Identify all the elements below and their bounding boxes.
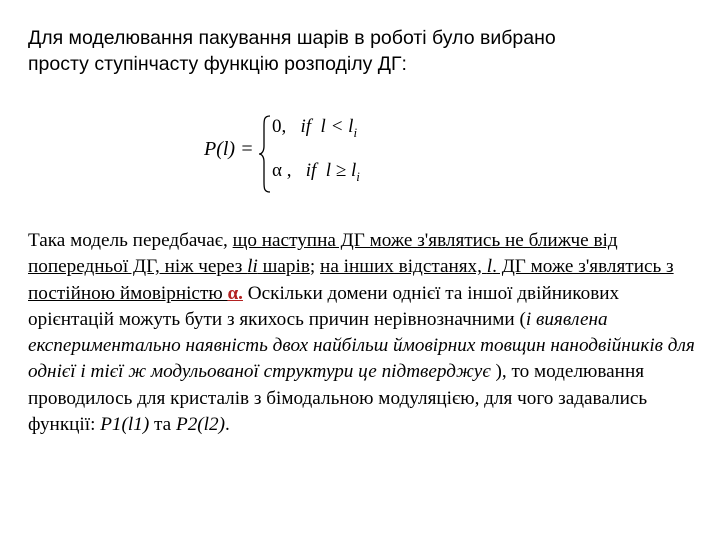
case-2-condition: if l ≥ l	[305, 160, 357, 181]
body-run-2: що наступна ДГ може з'являтись не ближче від попередньої ДГ, ніж через	[28, 230, 618, 278]
body-run-9: Оскільки домени однієї та іншої двійникових орієнтацій можуть бути з якихось причин нерівнозначними (	[28, 282, 620, 330]
intro-line-1: Для моделювання пакування шарів в роботі було вибрано	[28, 27, 556, 49]
intro-line-2: просту ступінчасту функцію розподілу ДГ:	[28, 53, 407, 75]
case-1-subscript: i	[353, 124, 358, 140]
body-run-10: і виявлена експериментально наявність двох найбільш ймовірних товщин нанодвійників для однієї і тієї ж модульованої структури це підтверджує	[28, 308, 695, 383]
body-run-8: . ДГ може з'являтись з постійною ймовірністю	[28, 256, 674, 304]
case-1-condition: if l < l	[300, 116, 354, 137]
body-run-13: та	[149, 414, 176, 436]
body-run-6: на інших відстанях,	[320, 256, 487, 278]
body-run-5: ;	[309, 256, 321, 278]
case-2-value: α	[272, 160, 282, 181]
intro-text	[28, 25, 708, 77]
distribution-formula	[200, 108, 410, 198]
case-2-separator: ,	[281, 160, 292, 181]
body-run-1: Така модель передбачає,	[28, 230, 233, 251]
case-1-value: 0,	[272, 116, 287, 137]
body-run-11: ), то моделювання проводилось для кристалів з бімодальною модуляцією, для чого задавались функції:	[28, 361, 648, 436]
body-run-3: li	[247, 256, 258, 278]
alpha-symbol: α.	[227, 282, 243, 304]
formula-case-2	[272, 160, 360, 185]
body-run-14: P2(l2)	[175, 414, 225, 436]
formula-lhs: P(l) =	[204, 138, 254, 160]
body-run-12: P1(l1)	[100, 414, 150, 436]
curly-brace-icon	[258, 114, 272, 194]
case-2-subscript: i	[356, 168, 360, 184]
body-run-7: l	[486, 256, 493, 278]
body-paragraph	[28, 228, 698, 438]
body-run-15: .	[225, 414, 230, 436]
body-run-4: шарів	[257, 256, 310, 278]
formula-case-1	[272, 116, 357, 141]
